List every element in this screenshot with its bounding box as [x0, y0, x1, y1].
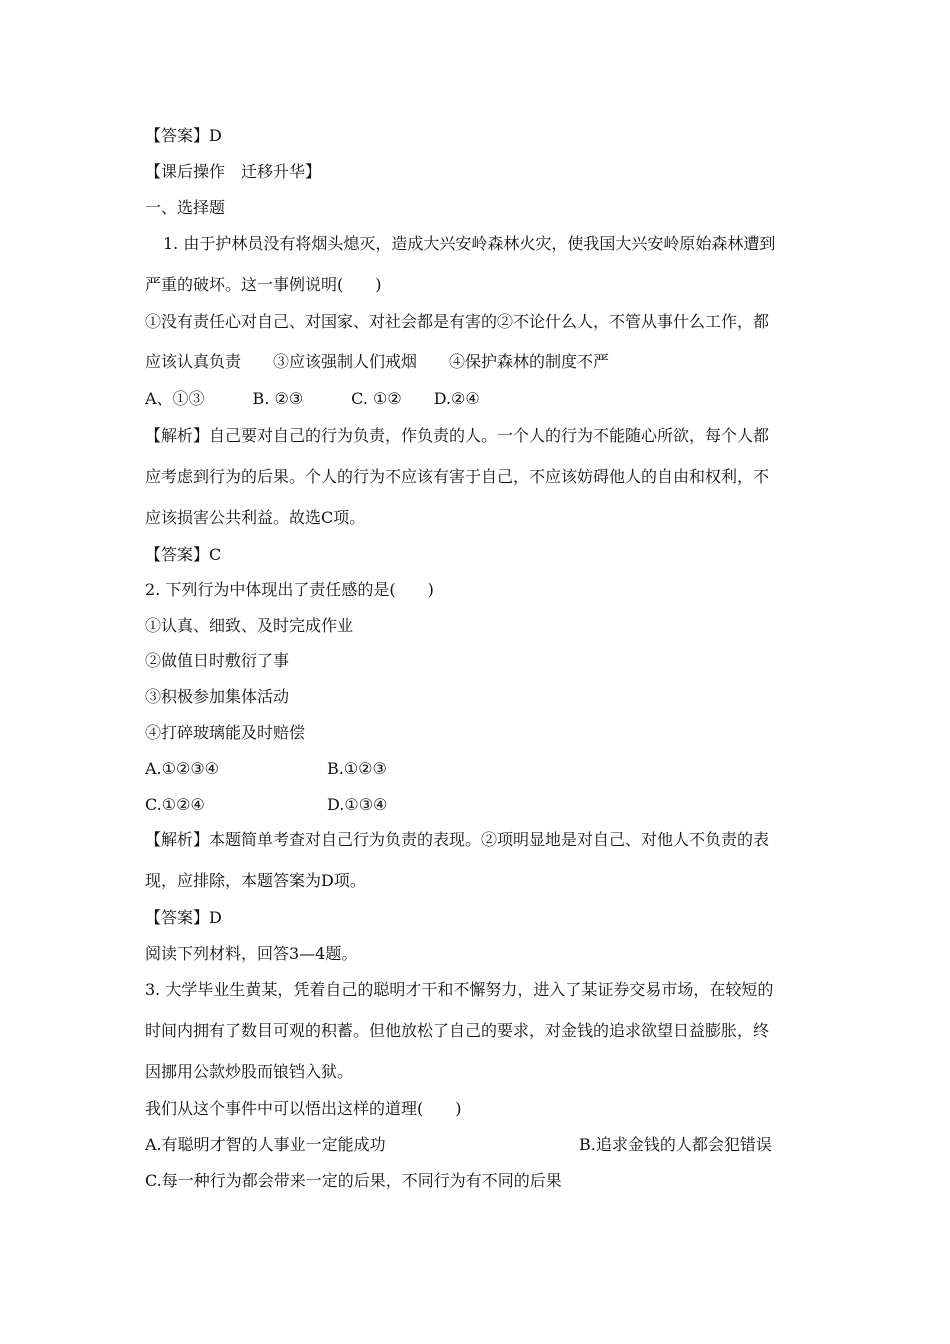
question-3-option-a: A.有聪明才智的人事业一定能成功	[145, 1135, 386, 1154]
question-3-option-c: C.每一种行为都会带来一定的后果，不同行为有不同的后果	[145, 1171, 562, 1190]
question-3-material-end: 因挪用公款炒股而锒铛入狱。	[145, 1062, 354, 1081]
question-2-analysis: 【解析】本题简单考查对自己行为负责的表现。②项明显地是对自己、对他人不负责的表	[145, 830, 770, 849]
question-2-text: 2. 下列行为中体现出了责任感的是( )	[145, 580, 434, 599]
question-2-item-1: ①认真、细致、及时完成作业	[145, 616, 354, 635]
question-1-analysis-end: 应该损害公共利益。故选C项。	[145, 508, 366, 527]
question-2-option-c: C.①②④	[145, 795, 205, 814]
question-1-text: 1. 由于护林员没有将烟头熄灭，造成大兴安岭森林火灾，使我国大兴安岭原始森林遭到	[163, 234, 776, 253]
question-1-statements: ①没有责任心对自己、对国家、对社会都是有害的②不论什么人，不管从事什么工作，都	[145, 312, 770, 331]
question-2-item-3: ③积极参加集体活动	[145, 687, 290, 706]
question-2-item-2: ②做值日时敷衍了事	[145, 651, 290, 670]
question-1-analysis: 【解析】自己要对自己的行为负责，作负责的人。一个人的行为不能随心所欲，每个人都	[145, 426, 770, 445]
question-3-material: 3. 大学毕业生黄某，凭着自己的聪明才干和不懈努力，进入了某证券交易市场，在较短的	[145, 980, 774, 999]
question-3-prompt: 我们从这个事件中可以悟出这样的道理( )	[145, 1099, 462, 1118]
question-2-option-a: A.①②③④	[145, 759, 220, 778]
question-2-item-4: ④打碎玻璃能及时赔偿	[145, 723, 306, 742]
question-2-answer: 【答案】D	[145, 908, 222, 927]
question-2-option-b: B.①②③	[327, 759, 387, 778]
question-2-option-d: D.①③④	[327, 795, 388, 814]
answer-line: 【答案】D	[145, 126, 222, 145]
question-1-statements-cont: 应该认真负责 ③应该强制人们戒烟 ④保护森林的制度不严	[145, 352, 610, 371]
question-1-options: A、①③ B. ②③ C. ①② D.②④	[145, 389, 480, 408]
question-1-analysis-cont: 应考虑到行为的后果。个人的行为不应该有害于自己，不应该妨碍他人的自由和权利，不	[145, 467, 770, 486]
reading-instruction: 阅读下列材料，回答3—4题。	[145, 944, 358, 963]
question-3-material-cont: 时间内拥有了数目可观的积蓄。但他放松了自己的要求，对金钱的追求欲望日益膨胀，终	[145, 1021, 770, 1040]
question-1-text-cont: 严重的破坏。这一事例说明( )	[145, 275, 382, 294]
question-3-option-b: B.追求金钱的人都会犯错误	[579, 1135, 772, 1154]
question-1-answer: 【答案】C	[145, 545, 222, 564]
subsection-heading: 一、选择题	[145, 198, 226, 217]
question-2-analysis-cont: 现，应排除，本题答案为D项。	[145, 871, 366, 890]
section-heading: 【课后操作 迁移升华】	[145, 162, 322, 181]
